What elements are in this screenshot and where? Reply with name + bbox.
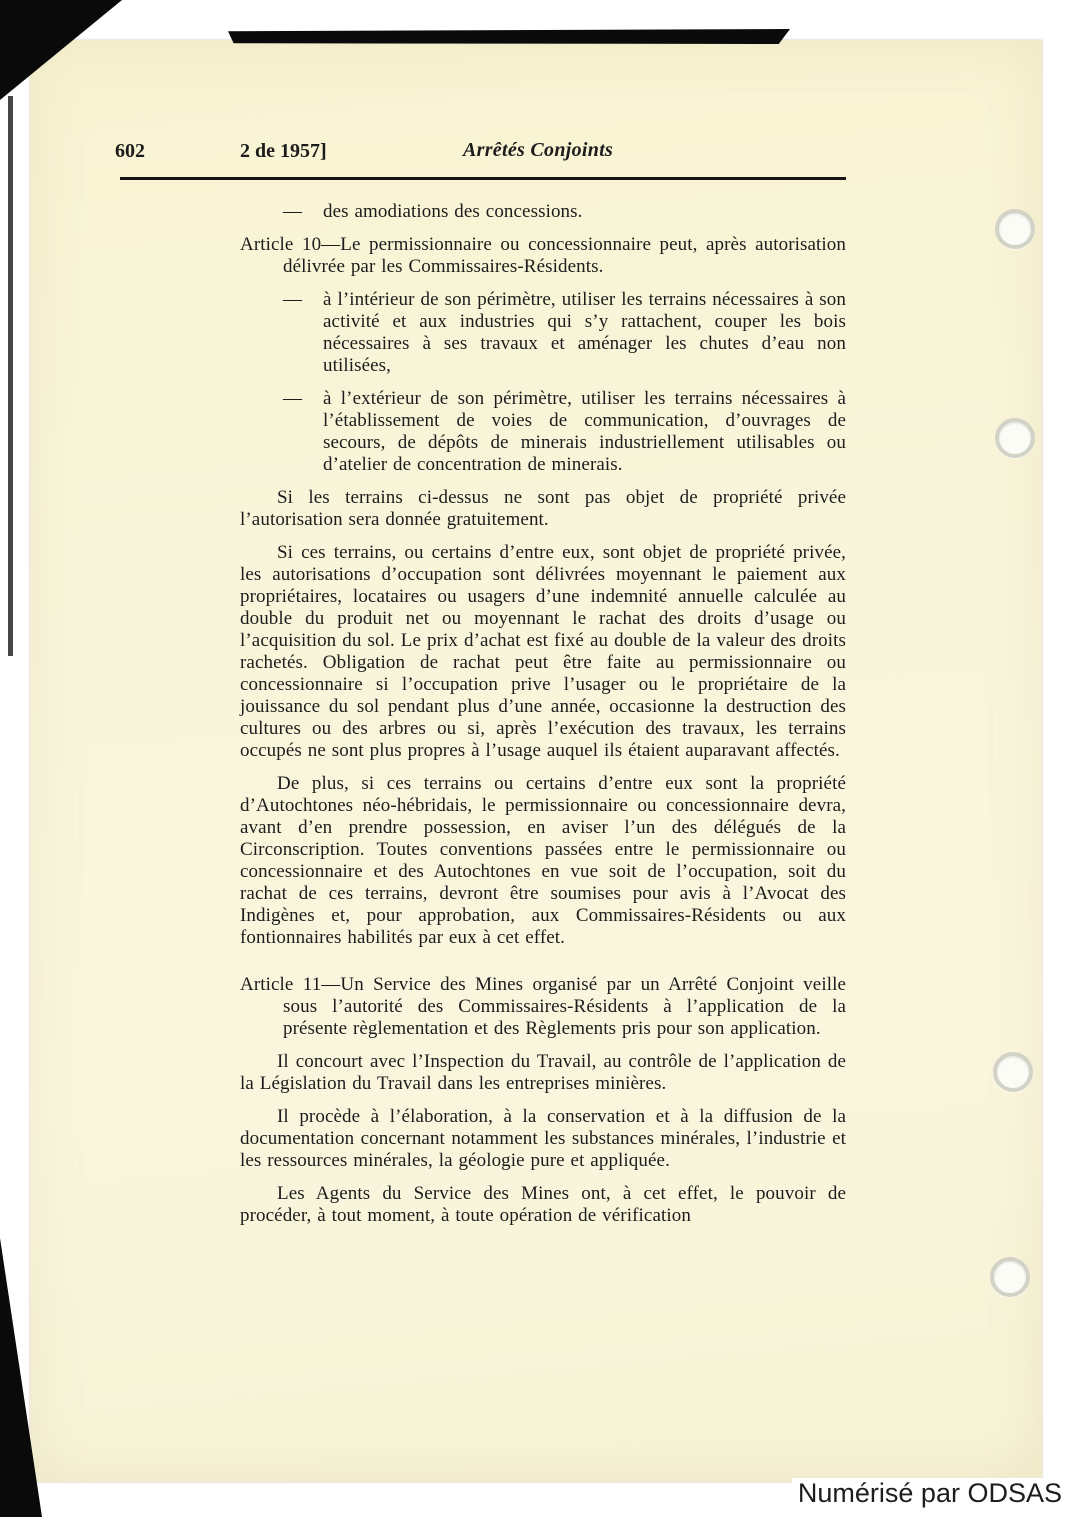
list-item-text: des amodiations des concessions.	[323, 201, 583, 222]
body-paragraph: De plus, si ces terrains ou certains d’entre eux sont la propriété d’Autochtones néo-hébridais, le permissionnaire ou concessionnaire devra, avant d’en prendre possession, en aviser l’un des délégués de la Circonscription. Toutes conventions passées entre le permissionnaire ou concessionnaire et des Autochtones en vue soit de l’occupation, soit du rachat de ces terrains, devront être soumises pour avis à l’Avocat des Indigènes et, pour approbation, aux Commissaires-Résidents ou aux fontionnaires habilités par eux à cet effet.	[240, 773, 846, 948]
body-paragraph: Il concourt avec l’Inspection du Travail, au contrôle de l’application de la Législation du Travail dans les entreprises minières.	[240, 1051, 846, 1094]
scan-artifact-top-edge-bar	[228, 29, 790, 44]
article-10-paragraph: Article 10—Le permissionnaire ou concessionnaire peut, après autorisation délivrée par les Commissaires-Résidents.	[240, 234, 846, 277]
body-paragraph: Si ces terrains, ou certains d’entre eux, sont objet de propriété privée, les autorisations d’occupation sont délivrées moyennant le paiement aux propriétaires, locataires ou usagers d’une indemnité annuelle calculée au double du produit net ou moyennant le rachat des droits d’usage ou l’acquisition du sol. Le prix d’achat est fixé au double de la valeur des droits rachetés. Obligation de rachat peut être faite au permissionnaire ou concessionnaire si l’occupation prive l’usager ou le propriétaire de la jouissance du sol pendant plus d’une année, occasionne la destruction des cultures ou des arbres ou si, après l’exécution des travaux, les terrains occupés ne sont plus propres à l’usage auquel ils étaient auparavant affectés.	[240, 542, 846, 761]
article-11-paragraph: Article 11—Un Service des Mines organisé par un Arrêté Conjoint veille sous l’autorité des Commissaires-Résidents à l’application de la présente règlementation et des Règlements pris pour son application.	[240, 974, 846, 1039]
list-item	[283, 388, 846, 476]
scan-credit: Numérisé par ODSAS	[792, 1478, 1062, 1509]
document-body	[240, 201, 846, 1238]
list-item	[283, 201, 846, 223]
list-item	[283, 289, 846, 377]
document-reference: 2 de 1957]	[240, 140, 327, 162]
dash-marker: —	[283, 201, 303, 222]
list-item-text: à l’extérieur de son périmètre, utiliser les terrains nécessaires à l’établissement de voies de communication, d’ouvrages de secours, de dépôts de minerais industriellement utilisables ou d’atelier de concentration de minerais.	[323, 388, 846, 475]
dash-marker: —	[283, 388, 303, 409]
scan-artifact-left-edge	[8, 96, 13, 656]
list-item-text: à l’intérieur de son périmètre, utiliser les terrains nécessaires à son activité et aux industries qui s’y rattachent, couper les bois nécessaires à ses travaux et aménager les chutes d’eau non utilisées,	[323, 289, 846, 376]
body-paragraph: Il procède à l’élaboration, à la conservation et à la diffusion de la documentation concernant notamment les substances minérales, l’industrie et les ressources minérales, la géologie pure et appliquée.	[240, 1106, 846, 1171]
document-page	[30, 40, 1042, 1482]
dash-marker: —	[283, 289, 303, 310]
header-rule	[120, 177, 846, 180]
punch-hole	[995, 418, 1035, 458]
punch-hole	[995, 209, 1035, 249]
body-paragraph: Si les terrains ci-dessus ne sont pas objet de propriété privée l’autorisation sera donnée gratuitement.	[240, 487, 846, 530]
punch-hole	[990, 1257, 1030, 1297]
punch-hole	[993, 1052, 1033, 1092]
body-paragraph: Les Agents du Service des Mines ont, à cet effet, le pouvoir de procéder, à tout moment, à toute opération de vérification	[240, 1183, 846, 1226]
page-number: 602	[115, 140, 145, 162]
running-title: Arrêtés Conjoints	[463, 139, 614, 161]
